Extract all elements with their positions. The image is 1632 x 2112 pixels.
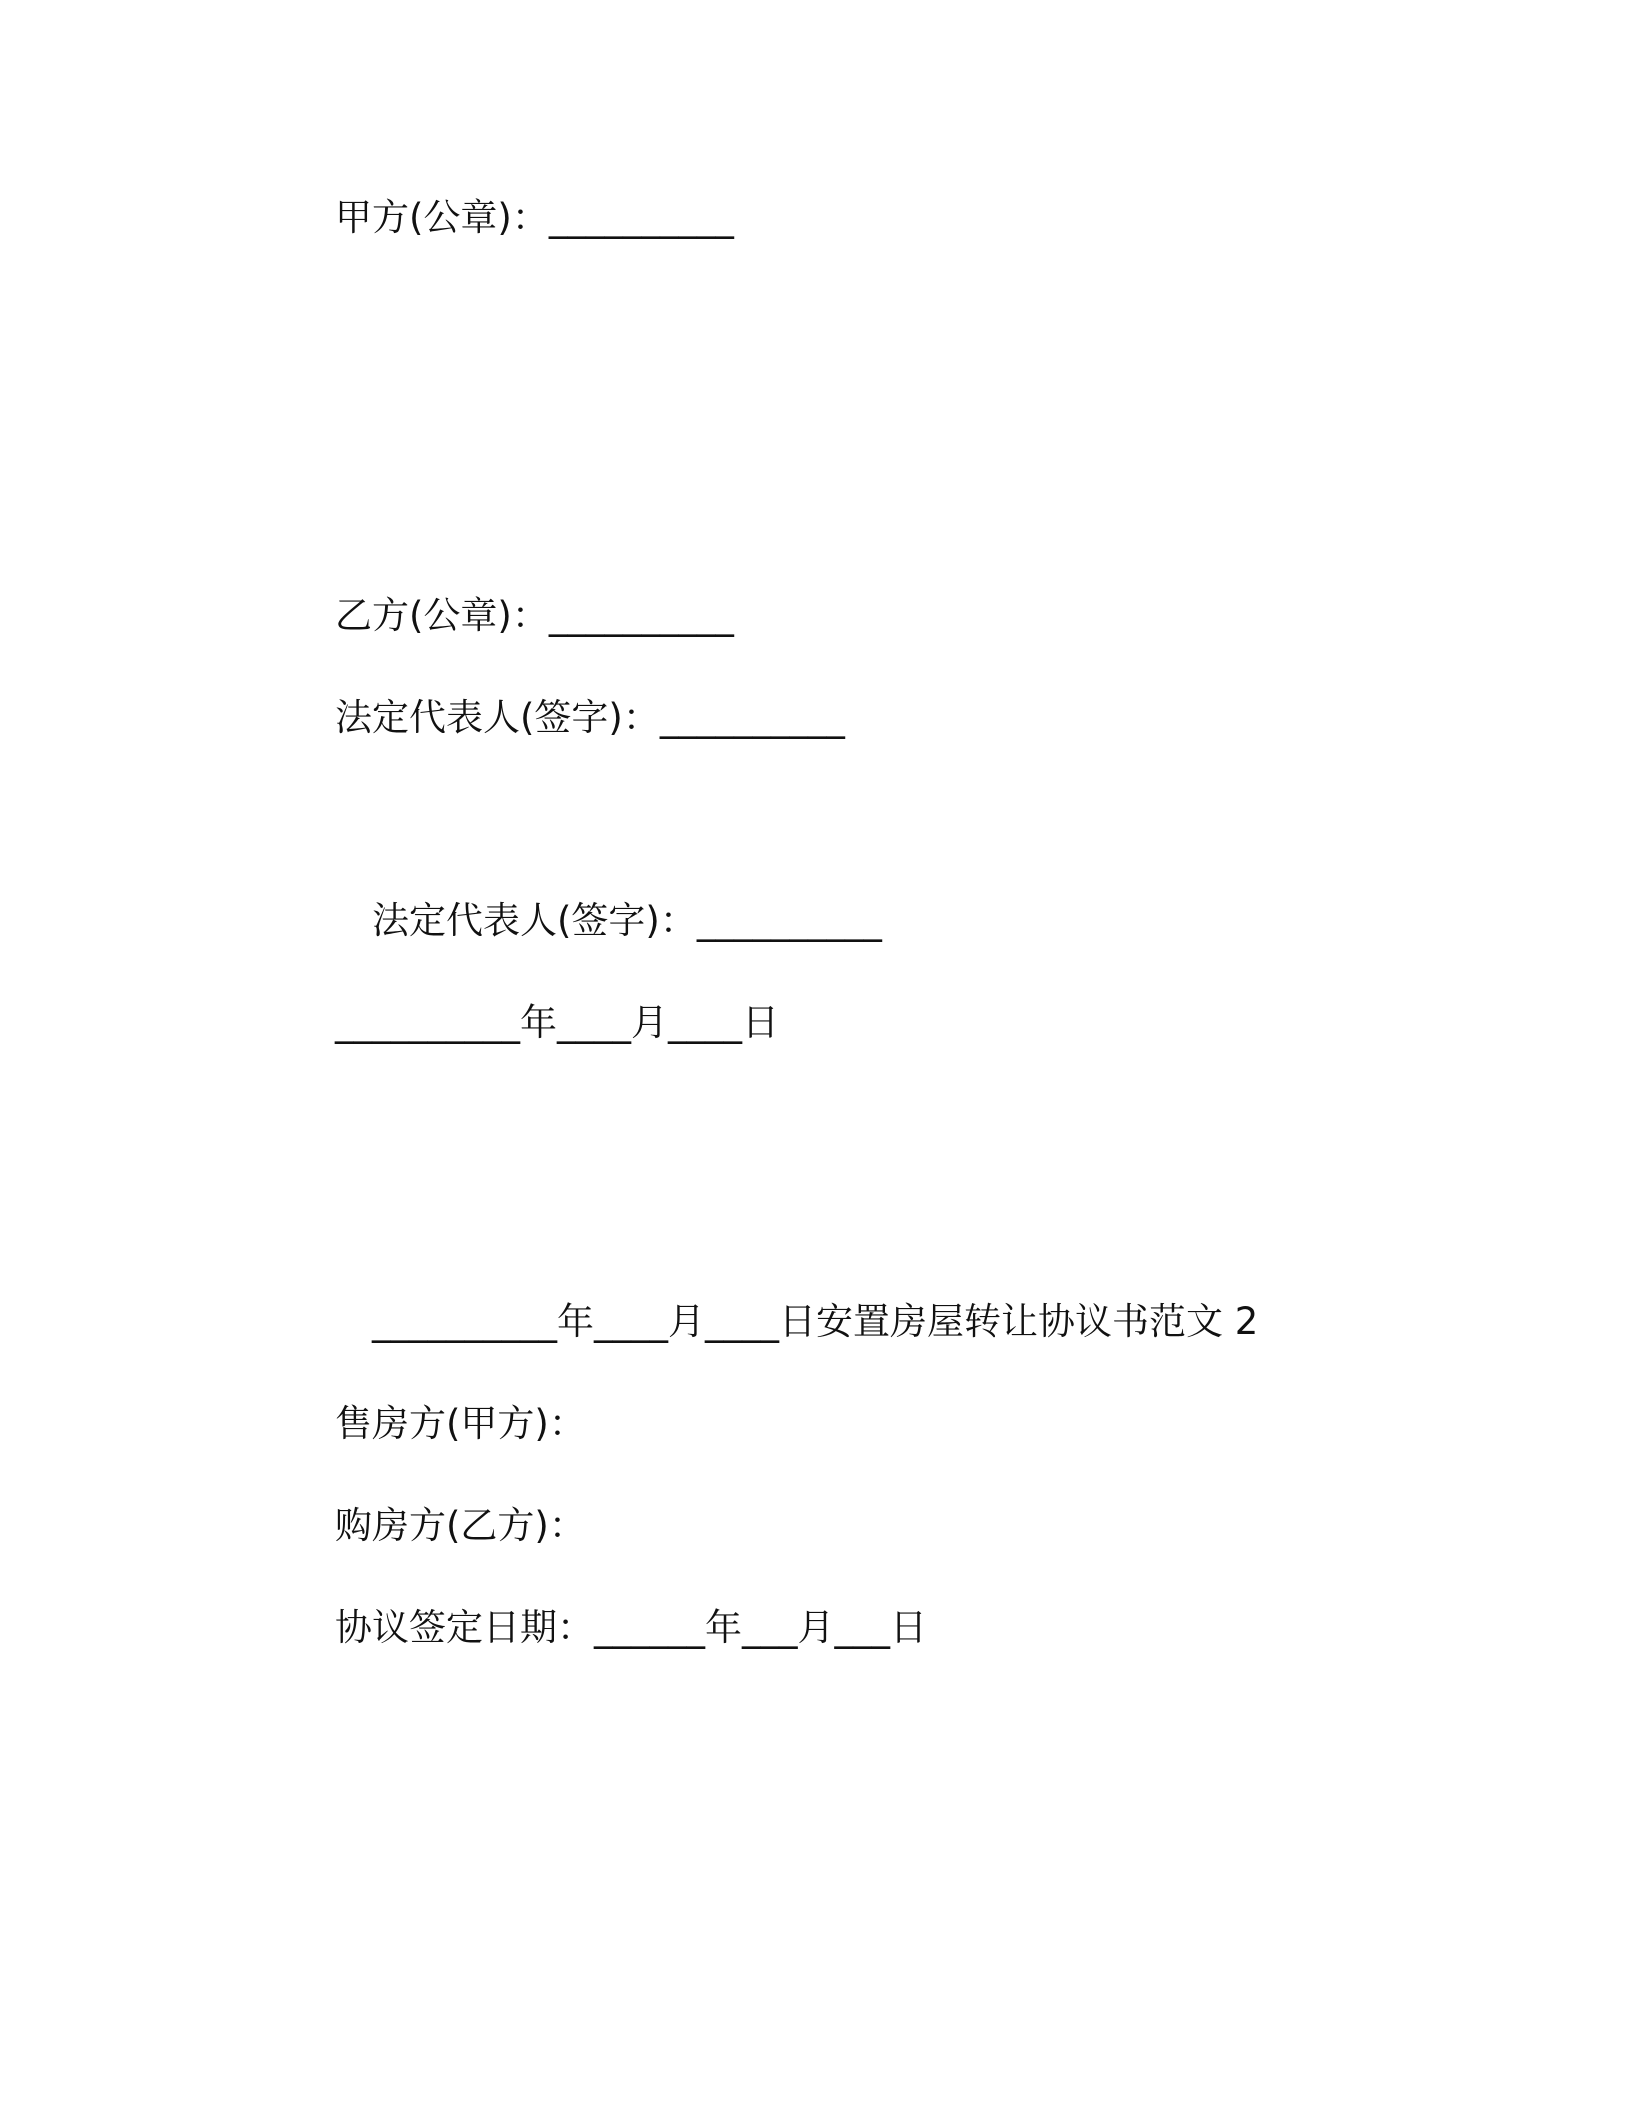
party-b-seal-line: 乙方(公章)：__________ [335, 594, 734, 637]
party-a-seal-line: 甲方(公章)：__________ [335, 196, 734, 239]
legal-rep-sign-line: 法定代表人(签字)：__________ [335, 696, 845, 739]
buyer-line: 购房方(乙方)： [335, 1504, 586, 1547]
legal-rep-sign-line-indented: 法定代表人(签字)：__________ [372, 899, 882, 942]
date-line: __________年____月____日 [335, 1001, 779, 1044]
agreement-date-line: 协议签定日期：______年___月___日 [335, 1606, 927, 1649]
agreement-title-line: __________年____月____日安置房屋转让协议书范文 2 [372, 1300, 1259, 1343]
seller-line: 售房方(甲方)： [335, 1402, 586, 1445]
